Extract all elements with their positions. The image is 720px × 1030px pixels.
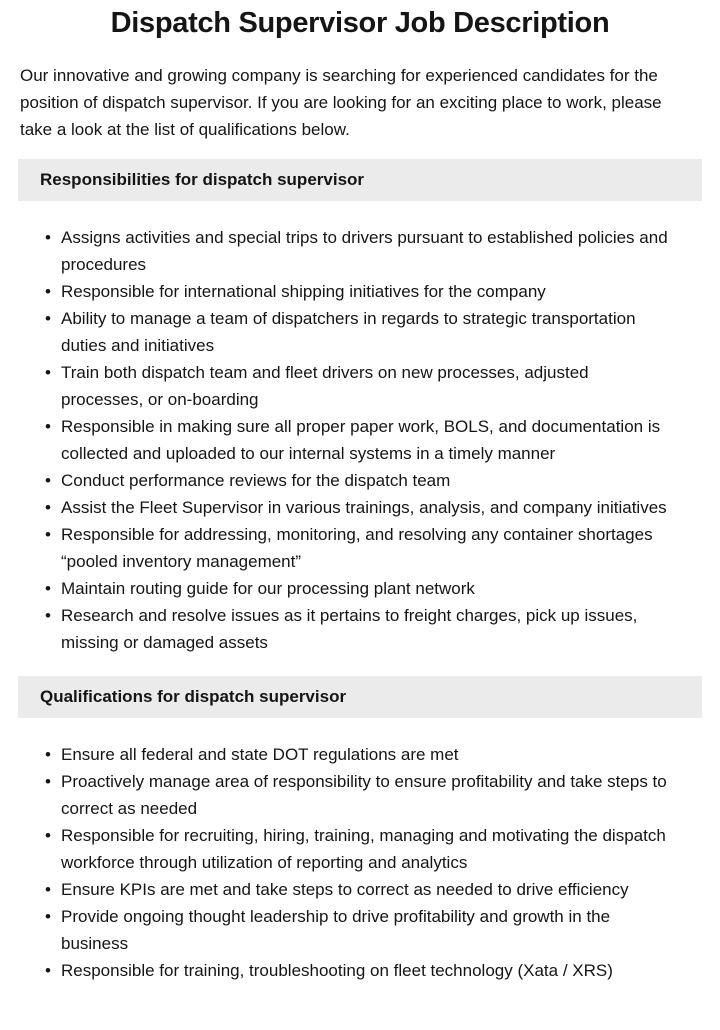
section-heading-label: Qualifications for dispatch supervisor xyxy=(40,687,347,706)
list-item: • Responsible for addressing, monitoring, and resolving any container shortages “pooled inventory management” xyxy=(45,521,670,575)
list-item: • Ensure KPIs are met and take steps to correct as needed to drive efficiency xyxy=(45,876,670,903)
list-item: • Provide ongoing thought leadership to drive profitability and growth in the business xyxy=(45,903,670,957)
section-heading-qualifications-for xyxy=(18,676,702,718)
list-item: • Maintain routing guide for our processing plant network xyxy=(45,575,670,602)
section-list-qualifications-for xyxy=(20,741,670,984)
section-heading-responsibilities-for xyxy=(18,159,702,201)
page-title: Dispatch Supervisor Job Description xyxy=(110,7,610,39)
list-item: • Ability to manage a team of dispatchers in regards to strategic transportation duties and initiatives xyxy=(45,305,670,359)
list-item: • Responsible for recruiting, hiring, training, managing and motivating the dispatch workforce through utilization of reporting and analytics xyxy=(45,822,670,876)
list-item: • Responsible for international shipping initiatives for the company xyxy=(45,278,670,305)
list-item: • Train both dispatch team and fleet drivers on new processes, adjusted processes, or on-boarding xyxy=(45,359,670,413)
list-item: • Research and resolve issues as it pertains to freight charges, pick up issues, missing or damaged assets xyxy=(45,602,670,656)
list-item: • Ensure all federal and state DOT regulations are met xyxy=(45,741,670,768)
list-item: • Responsible for training, troubleshooting on fleet technology (Xata / XRS) xyxy=(45,957,670,984)
section-heading-label: Responsibilities for dispatch supervisor xyxy=(40,170,365,189)
list-item: • Assist the Fleet Supervisor in various trainings, analysis, and company initiatives xyxy=(45,494,670,521)
list-item: • Proactively manage area of responsibility to ensure profitability and take steps to correct as needed xyxy=(45,768,670,822)
list-item: • Assigns activities and special trips to drivers pursuant to established policies and procedures xyxy=(45,224,670,278)
section-list-responsibilities-for xyxy=(20,224,670,656)
list-item: • Conduct performance reviews for the dispatch team xyxy=(45,467,670,494)
list-item: • Responsible in making sure all proper paper work, BOLS, and documentation is collected and uploaded to our internal systems in a timely manner xyxy=(45,413,670,467)
intro-paragraph: Our innovative and growing company is searching for experienced candidates for the position of dispatch supervisor. If you are looking for an exciting place to work, please take a look at the list of qualifications below. xyxy=(20,66,662,139)
sections-container xyxy=(20,159,700,984)
